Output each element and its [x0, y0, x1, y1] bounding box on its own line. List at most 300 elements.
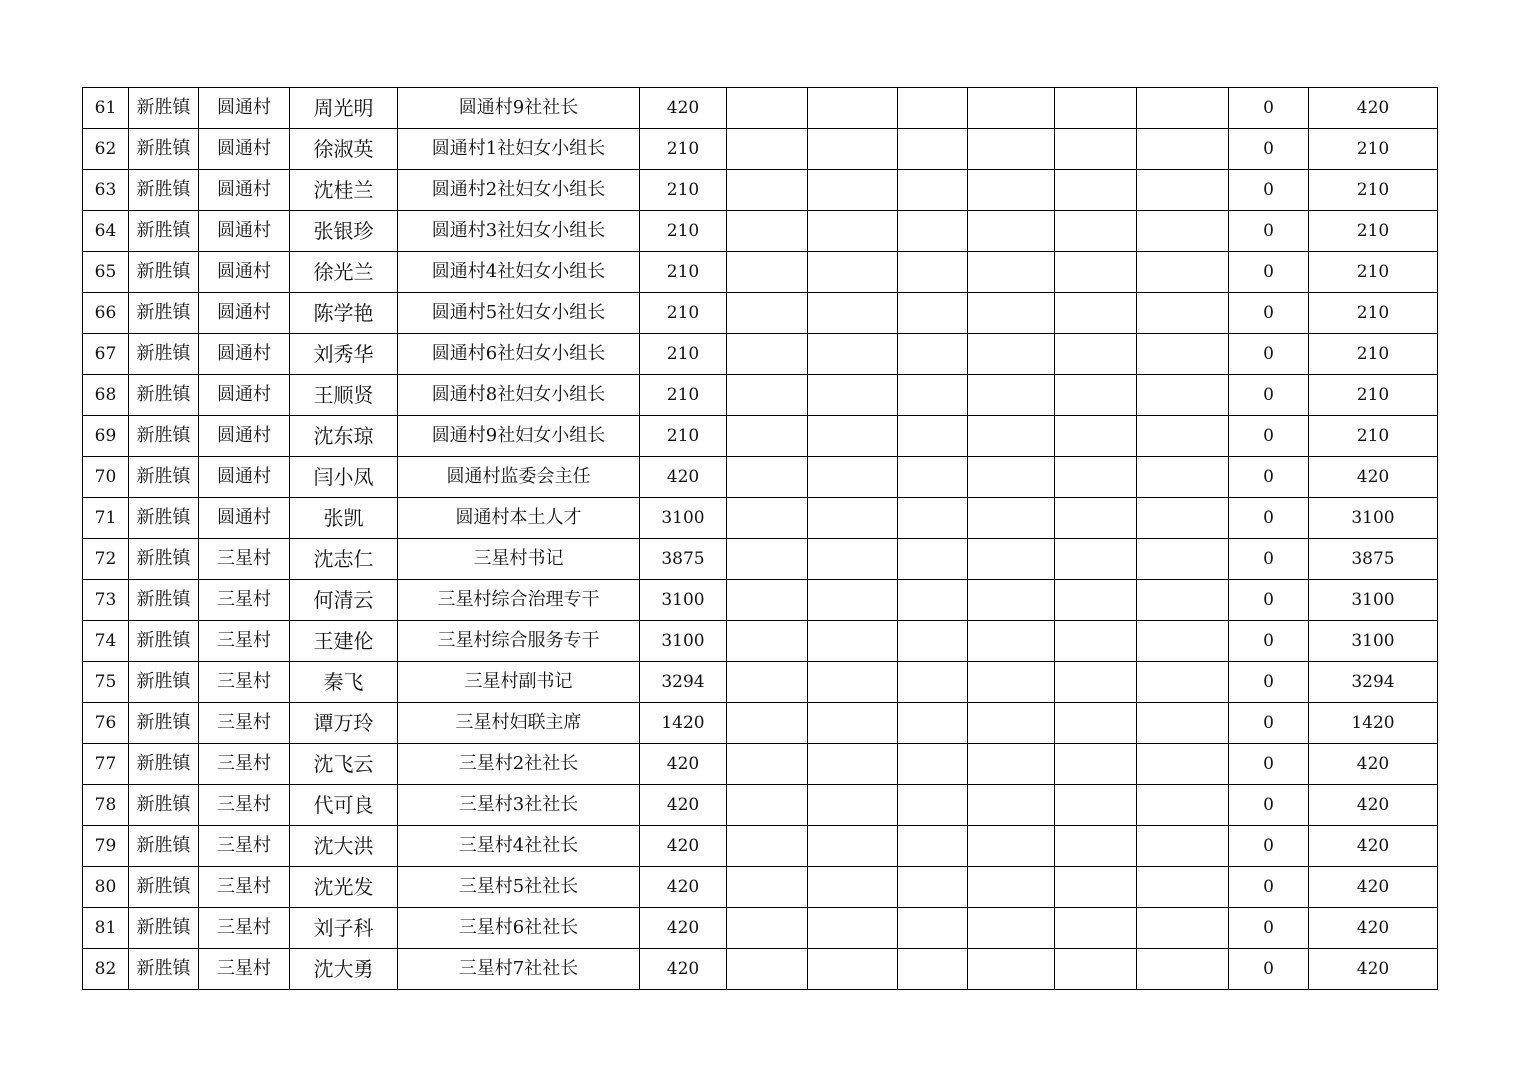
cell-empty: [968, 170, 1055, 211]
cell-empty: [808, 334, 898, 375]
cell-empty: [808, 293, 898, 334]
cell-deduction: 0: [1229, 88, 1309, 129]
cell-empty: [727, 293, 808, 334]
cell-index: 69: [83, 416, 129, 457]
cell-index: 77: [83, 744, 129, 785]
cell-empty: [1055, 867, 1137, 908]
cell-town: 新胜镇: [129, 621, 199, 662]
cell-town: 新胜镇: [129, 293, 199, 334]
cell-amount: 420: [640, 785, 727, 826]
cell-empty: [1055, 539, 1137, 580]
cell-index: 76: [83, 703, 129, 744]
cell-total: 420: [1309, 785, 1438, 826]
cell-empty: [1137, 129, 1229, 170]
cell-empty: [808, 88, 898, 129]
cell-total: 420: [1309, 826, 1438, 867]
cell-empty: [1055, 375, 1137, 416]
cell-amount: 3875: [640, 539, 727, 580]
cell-empty: [898, 252, 968, 293]
cell-empty: [1137, 908, 1229, 949]
cell-empty: [1055, 826, 1137, 867]
cell-empty: [1137, 416, 1229, 457]
cell-total: 210: [1309, 170, 1438, 211]
table-row: [83, 785, 1438, 826]
cell-position: 三星村5社社长: [398, 867, 640, 908]
cell-empty: [1055, 170, 1137, 211]
cell-amount: 210: [640, 334, 727, 375]
cell-village: 圆通村: [199, 211, 290, 252]
cell-empty: [1055, 498, 1137, 539]
cell-village: 圆通村: [199, 416, 290, 457]
cell-town: 新胜镇: [129, 703, 199, 744]
cell-position: 三星村2社社长: [398, 744, 640, 785]
cell-total: 210: [1309, 252, 1438, 293]
cell-index: 81: [83, 908, 129, 949]
cell-village: 圆通村: [199, 129, 290, 170]
cell-town: 新胜镇: [129, 949, 199, 990]
cell-empty: [1137, 88, 1229, 129]
payroll-table: [82, 87, 1438, 990]
cell-empty: [898, 908, 968, 949]
cell-index: 78: [83, 785, 129, 826]
cell-town: 新胜镇: [129, 129, 199, 170]
cell-empty: [898, 662, 968, 703]
cell-empty: [1055, 785, 1137, 826]
cell-index: 79: [83, 826, 129, 867]
cell-total: 420: [1309, 744, 1438, 785]
cell-person-name: 沈大勇: [290, 949, 398, 990]
cell-village: 三星村: [199, 662, 290, 703]
cell-person-name: 周光明: [290, 88, 398, 129]
cell-town: 新胜镇: [129, 867, 199, 908]
cell-empty: [727, 621, 808, 662]
cell-amount: 1420: [640, 703, 727, 744]
cell-position: 圆通村5社妇女小组长: [398, 293, 640, 334]
cell-person-name: 张凯: [290, 498, 398, 539]
cell-empty: [727, 129, 808, 170]
cell-empty: [1137, 662, 1229, 703]
cell-empty: [898, 703, 968, 744]
cell-village: 圆通村: [199, 498, 290, 539]
cell-deduction: 0: [1229, 375, 1309, 416]
cell-village: 三星村: [199, 703, 290, 744]
cell-empty: [1137, 703, 1229, 744]
cell-person-name: 刘秀华: [290, 334, 398, 375]
cell-empty: [898, 949, 968, 990]
cell-empty: [808, 252, 898, 293]
cell-empty: [898, 88, 968, 129]
cell-empty: [1055, 949, 1137, 990]
cell-index: 65: [83, 252, 129, 293]
cell-village: 圆通村: [199, 252, 290, 293]
cell-deduction: 0: [1229, 334, 1309, 375]
cell-position: 圆通村4社妇女小组长: [398, 252, 640, 293]
cell-village: 圆通村: [199, 375, 290, 416]
cell-amount: 420: [640, 744, 727, 785]
cell-empty: [808, 211, 898, 252]
cell-index: 66: [83, 293, 129, 334]
table-row: [83, 949, 1438, 990]
cell-index: 72: [83, 539, 129, 580]
cell-index: 68: [83, 375, 129, 416]
cell-index: 75: [83, 662, 129, 703]
cell-town: 新胜镇: [129, 580, 199, 621]
cell-empty: [898, 785, 968, 826]
cell-empty: [1137, 949, 1229, 990]
cell-total: 210: [1309, 334, 1438, 375]
cell-town: 新胜镇: [129, 662, 199, 703]
cell-amount: 210: [640, 375, 727, 416]
cell-empty: [727, 580, 808, 621]
cell-empty: [727, 88, 808, 129]
cell-village: 圆通村: [199, 457, 290, 498]
cell-total: 3100: [1309, 621, 1438, 662]
cell-empty: [1137, 334, 1229, 375]
cell-empty: [1137, 785, 1229, 826]
cell-total: 420: [1309, 88, 1438, 129]
cell-total: 210: [1309, 293, 1438, 334]
table-row: [83, 170, 1438, 211]
cell-village: 圆通村: [199, 293, 290, 334]
cell-person-name: 沈飞云: [290, 744, 398, 785]
cell-position: 三星村妇联主席: [398, 703, 640, 744]
cell-person-name: 沈桂兰: [290, 170, 398, 211]
cell-town: 新胜镇: [129, 170, 199, 211]
cell-empty: [1137, 580, 1229, 621]
cell-empty: [898, 826, 968, 867]
cell-empty: [1055, 293, 1137, 334]
cell-village: 三星村: [199, 539, 290, 580]
cell-empty: [1137, 252, 1229, 293]
table-row: [83, 375, 1438, 416]
cell-amount: 420: [640, 88, 727, 129]
cell-empty: [808, 703, 898, 744]
cell-village: 三星村: [199, 908, 290, 949]
cell-amount: 3100: [640, 498, 727, 539]
table-row: [83, 457, 1438, 498]
cell-empty: [808, 416, 898, 457]
table-row: [83, 129, 1438, 170]
cell-position: 三星村副书记: [398, 662, 640, 703]
cell-town: 新胜镇: [129, 252, 199, 293]
cell-position: 圆通村3社妇女小组长: [398, 211, 640, 252]
cell-amount: 3100: [640, 580, 727, 621]
cell-position: 圆通村本土人才: [398, 498, 640, 539]
cell-empty: [1137, 211, 1229, 252]
cell-person-name: 秦飞: [290, 662, 398, 703]
table-row: [83, 703, 1438, 744]
cell-empty: [898, 744, 968, 785]
cell-person-name: 徐光兰: [290, 252, 398, 293]
cell-position: 圆通村8社妇女小组长: [398, 375, 640, 416]
cell-empty: [808, 170, 898, 211]
cell-position: 三星村书记: [398, 539, 640, 580]
cell-empty: [968, 785, 1055, 826]
cell-deduction: 0: [1229, 621, 1309, 662]
cell-empty: [1055, 211, 1137, 252]
table-row: [83, 908, 1438, 949]
cell-village: 三星村: [199, 744, 290, 785]
table-row: [83, 211, 1438, 252]
cell-position: 三星村4社社长: [398, 826, 640, 867]
cell-total: 1420: [1309, 703, 1438, 744]
table-row: [83, 498, 1438, 539]
cell-deduction: 0: [1229, 211, 1309, 252]
cell-deduction: 0: [1229, 744, 1309, 785]
cell-empty: [898, 457, 968, 498]
cell-empty: [1137, 826, 1229, 867]
cell-empty: [727, 334, 808, 375]
cell-deduction: 0: [1229, 826, 1309, 867]
cell-empty: [898, 334, 968, 375]
cell-empty: [1137, 293, 1229, 334]
cell-village: 圆通村: [199, 88, 290, 129]
cell-empty: [727, 170, 808, 211]
cell-empty: [1055, 908, 1137, 949]
cell-empty: [1055, 662, 1137, 703]
cell-empty: [968, 457, 1055, 498]
cell-empty: [968, 211, 1055, 252]
cell-empty: [727, 908, 808, 949]
table-row: [83, 621, 1438, 662]
cell-amount: 210: [640, 129, 727, 170]
cell-village: 三星村: [199, 621, 290, 662]
cell-amount: 420: [640, 949, 727, 990]
cell-person-name: 沈志仁: [290, 539, 398, 580]
table-row: [83, 826, 1438, 867]
cell-total: 420: [1309, 867, 1438, 908]
cell-deduction: 0: [1229, 416, 1309, 457]
cell-position: 三星村3社社长: [398, 785, 640, 826]
cell-total: 420: [1309, 908, 1438, 949]
cell-empty: [968, 375, 1055, 416]
cell-village: 三星村: [199, 580, 290, 621]
cell-empty: [727, 867, 808, 908]
cell-amount: 210: [640, 416, 727, 457]
cell-town: 新胜镇: [129, 539, 199, 580]
cell-amount: 3294: [640, 662, 727, 703]
table-row: [83, 867, 1438, 908]
cell-village: 圆通村: [199, 334, 290, 375]
cell-position: 三星村6社社长: [398, 908, 640, 949]
cell-town: 新胜镇: [129, 416, 199, 457]
cell-deduction: 0: [1229, 703, 1309, 744]
cell-empty: [1055, 252, 1137, 293]
cell-empty: [898, 129, 968, 170]
cell-town: 新胜镇: [129, 785, 199, 826]
cell-empty: [1055, 457, 1137, 498]
cell-empty: [968, 744, 1055, 785]
cell-empty: [968, 662, 1055, 703]
cell-empty: [1055, 129, 1137, 170]
cell-total: 3294: [1309, 662, 1438, 703]
cell-amount: 420: [640, 826, 727, 867]
cell-position: 圆通村6社妇女小组长: [398, 334, 640, 375]
cell-empty: [1137, 744, 1229, 785]
table-row: [83, 744, 1438, 785]
cell-total: 420: [1309, 949, 1438, 990]
cell-position: 圆通村1社妇女小组长: [398, 129, 640, 170]
cell-empty: [898, 539, 968, 580]
cell-village: 三星村: [199, 826, 290, 867]
cell-total: 210: [1309, 211, 1438, 252]
cell-position: 三星村7社社长: [398, 949, 640, 990]
cell-empty: [727, 211, 808, 252]
cell-empty: [1137, 498, 1229, 539]
cell-empty: [808, 949, 898, 990]
cell-empty: [1055, 88, 1137, 129]
cell-empty: [1055, 580, 1137, 621]
cell-town: 新胜镇: [129, 908, 199, 949]
cell-empty: [898, 211, 968, 252]
cell-index: 67: [83, 334, 129, 375]
cell-amount: 210: [640, 211, 727, 252]
cell-total: 210: [1309, 375, 1438, 416]
cell-empty: [727, 457, 808, 498]
table-row: [83, 252, 1438, 293]
cell-index: 70: [83, 457, 129, 498]
cell-town: 新胜镇: [129, 457, 199, 498]
cell-empty: [1137, 867, 1229, 908]
cell-position: 三星村综合治理专干: [398, 580, 640, 621]
cell-empty: [1137, 170, 1229, 211]
cell-deduction: 0: [1229, 252, 1309, 293]
cell-deduction: 0: [1229, 785, 1309, 826]
table-row: [83, 334, 1438, 375]
cell-person-name: 刘子科: [290, 908, 398, 949]
table-row: [83, 293, 1438, 334]
cell-total: 3875: [1309, 539, 1438, 580]
cell-deduction: 0: [1229, 867, 1309, 908]
cell-empty: [727, 703, 808, 744]
cell-town: 新胜镇: [129, 334, 199, 375]
cell-empty: [727, 949, 808, 990]
cell-deduction: 0: [1229, 580, 1309, 621]
cell-empty: [1055, 416, 1137, 457]
cell-empty: [1055, 703, 1137, 744]
cell-amount: 210: [640, 252, 727, 293]
cell-empty: [968, 293, 1055, 334]
cell-village: 圆通村: [199, 170, 290, 211]
cell-empty: [898, 293, 968, 334]
cell-deduction: 0: [1229, 498, 1309, 539]
cell-empty: [968, 826, 1055, 867]
cell-amount: 3100: [640, 621, 727, 662]
cell-index: 73: [83, 580, 129, 621]
cell-index: 61: [83, 88, 129, 129]
cell-amount: 420: [640, 867, 727, 908]
cell-person-name: 代可良: [290, 785, 398, 826]
cell-empty: [968, 88, 1055, 129]
cell-empty: [808, 498, 898, 539]
cell-position: 圆通村监委会主任: [398, 457, 640, 498]
cell-position: 圆通村9社妇女小组长: [398, 416, 640, 457]
cell-deduction: 0: [1229, 170, 1309, 211]
cell-empty: [968, 129, 1055, 170]
cell-empty: [898, 867, 968, 908]
cell-empty: [1055, 744, 1137, 785]
cell-village: 三星村: [199, 949, 290, 990]
cell-deduction: 0: [1229, 457, 1309, 498]
cell-empty: [898, 416, 968, 457]
cell-empty: [727, 785, 808, 826]
cell-empty: [968, 703, 1055, 744]
cell-deduction: 0: [1229, 949, 1309, 990]
cell-empty: [898, 170, 968, 211]
table-row: [83, 416, 1438, 457]
cell-empty: [968, 949, 1055, 990]
cell-person-name: 张银珍: [290, 211, 398, 252]
table-row: [83, 580, 1438, 621]
cell-empty: [727, 662, 808, 703]
cell-empty: [968, 621, 1055, 662]
cell-person-name: 闫小凤: [290, 457, 398, 498]
cell-empty: [808, 580, 898, 621]
cell-amount: 210: [640, 170, 727, 211]
cell-empty: [727, 539, 808, 580]
cell-person-name: 陈学艳: [290, 293, 398, 334]
cell-person-name: 何清云: [290, 580, 398, 621]
cell-town: 新胜镇: [129, 826, 199, 867]
cell-deduction: 0: [1229, 908, 1309, 949]
cell-empty: [727, 826, 808, 867]
cell-empty: [1137, 457, 1229, 498]
cell-empty: [968, 498, 1055, 539]
cell-town: 新胜镇: [129, 375, 199, 416]
cell-town: 新胜镇: [129, 88, 199, 129]
cell-town: 新胜镇: [129, 211, 199, 252]
cell-index: 74: [83, 621, 129, 662]
cell-empty: [898, 580, 968, 621]
cell-empty: [808, 744, 898, 785]
table-row: [83, 662, 1438, 703]
cell-index: 63: [83, 170, 129, 211]
cell-empty: [968, 416, 1055, 457]
cell-empty: [808, 785, 898, 826]
table-row: [83, 539, 1438, 580]
cell-amount: 420: [640, 908, 727, 949]
cell-total: 3100: [1309, 498, 1438, 539]
cell-empty: [1137, 621, 1229, 662]
cell-empty: [898, 498, 968, 539]
cell-town: 新胜镇: [129, 498, 199, 539]
cell-amount: 210: [640, 293, 727, 334]
cell-empty: [808, 662, 898, 703]
cell-empty: [808, 457, 898, 498]
table-row: [83, 88, 1438, 129]
cell-empty: [968, 334, 1055, 375]
cell-person-name: 沈光发: [290, 867, 398, 908]
cell-position: 圆通村2社妇女小组长: [398, 170, 640, 211]
cell-person-name: 王建伦: [290, 621, 398, 662]
cell-empty: [808, 908, 898, 949]
cell-person-name: 王顺贤: [290, 375, 398, 416]
cell-town: 新胜镇: [129, 744, 199, 785]
table-body: [83, 88, 1438, 990]
cell-empty: [808, 826, 898, 867]
cell-position: 三星村综合服务专干: [398, 621, 640, 662]
cell-person-name: 徐淑英: [290, 129, 398, 170]
cell-empty: [808, 539, 898, 580]
cell-empty: [1055, 334, 1137, 375]
cell-position: 圆通村9社社长: [398, 88, 640, 129]
cell-empty: [727, 498, 808, 539]
cell-empty: [968, 539, 1055, 580]
cell-empty: [727, 375, 808, 416]
cell-person-name: 谭万玲: [290, 703, 398, 744]
cell-person-name: 沈大洪: [290, 826, 398, 867]
cell-empty: [968, 867, 1055, 908]
